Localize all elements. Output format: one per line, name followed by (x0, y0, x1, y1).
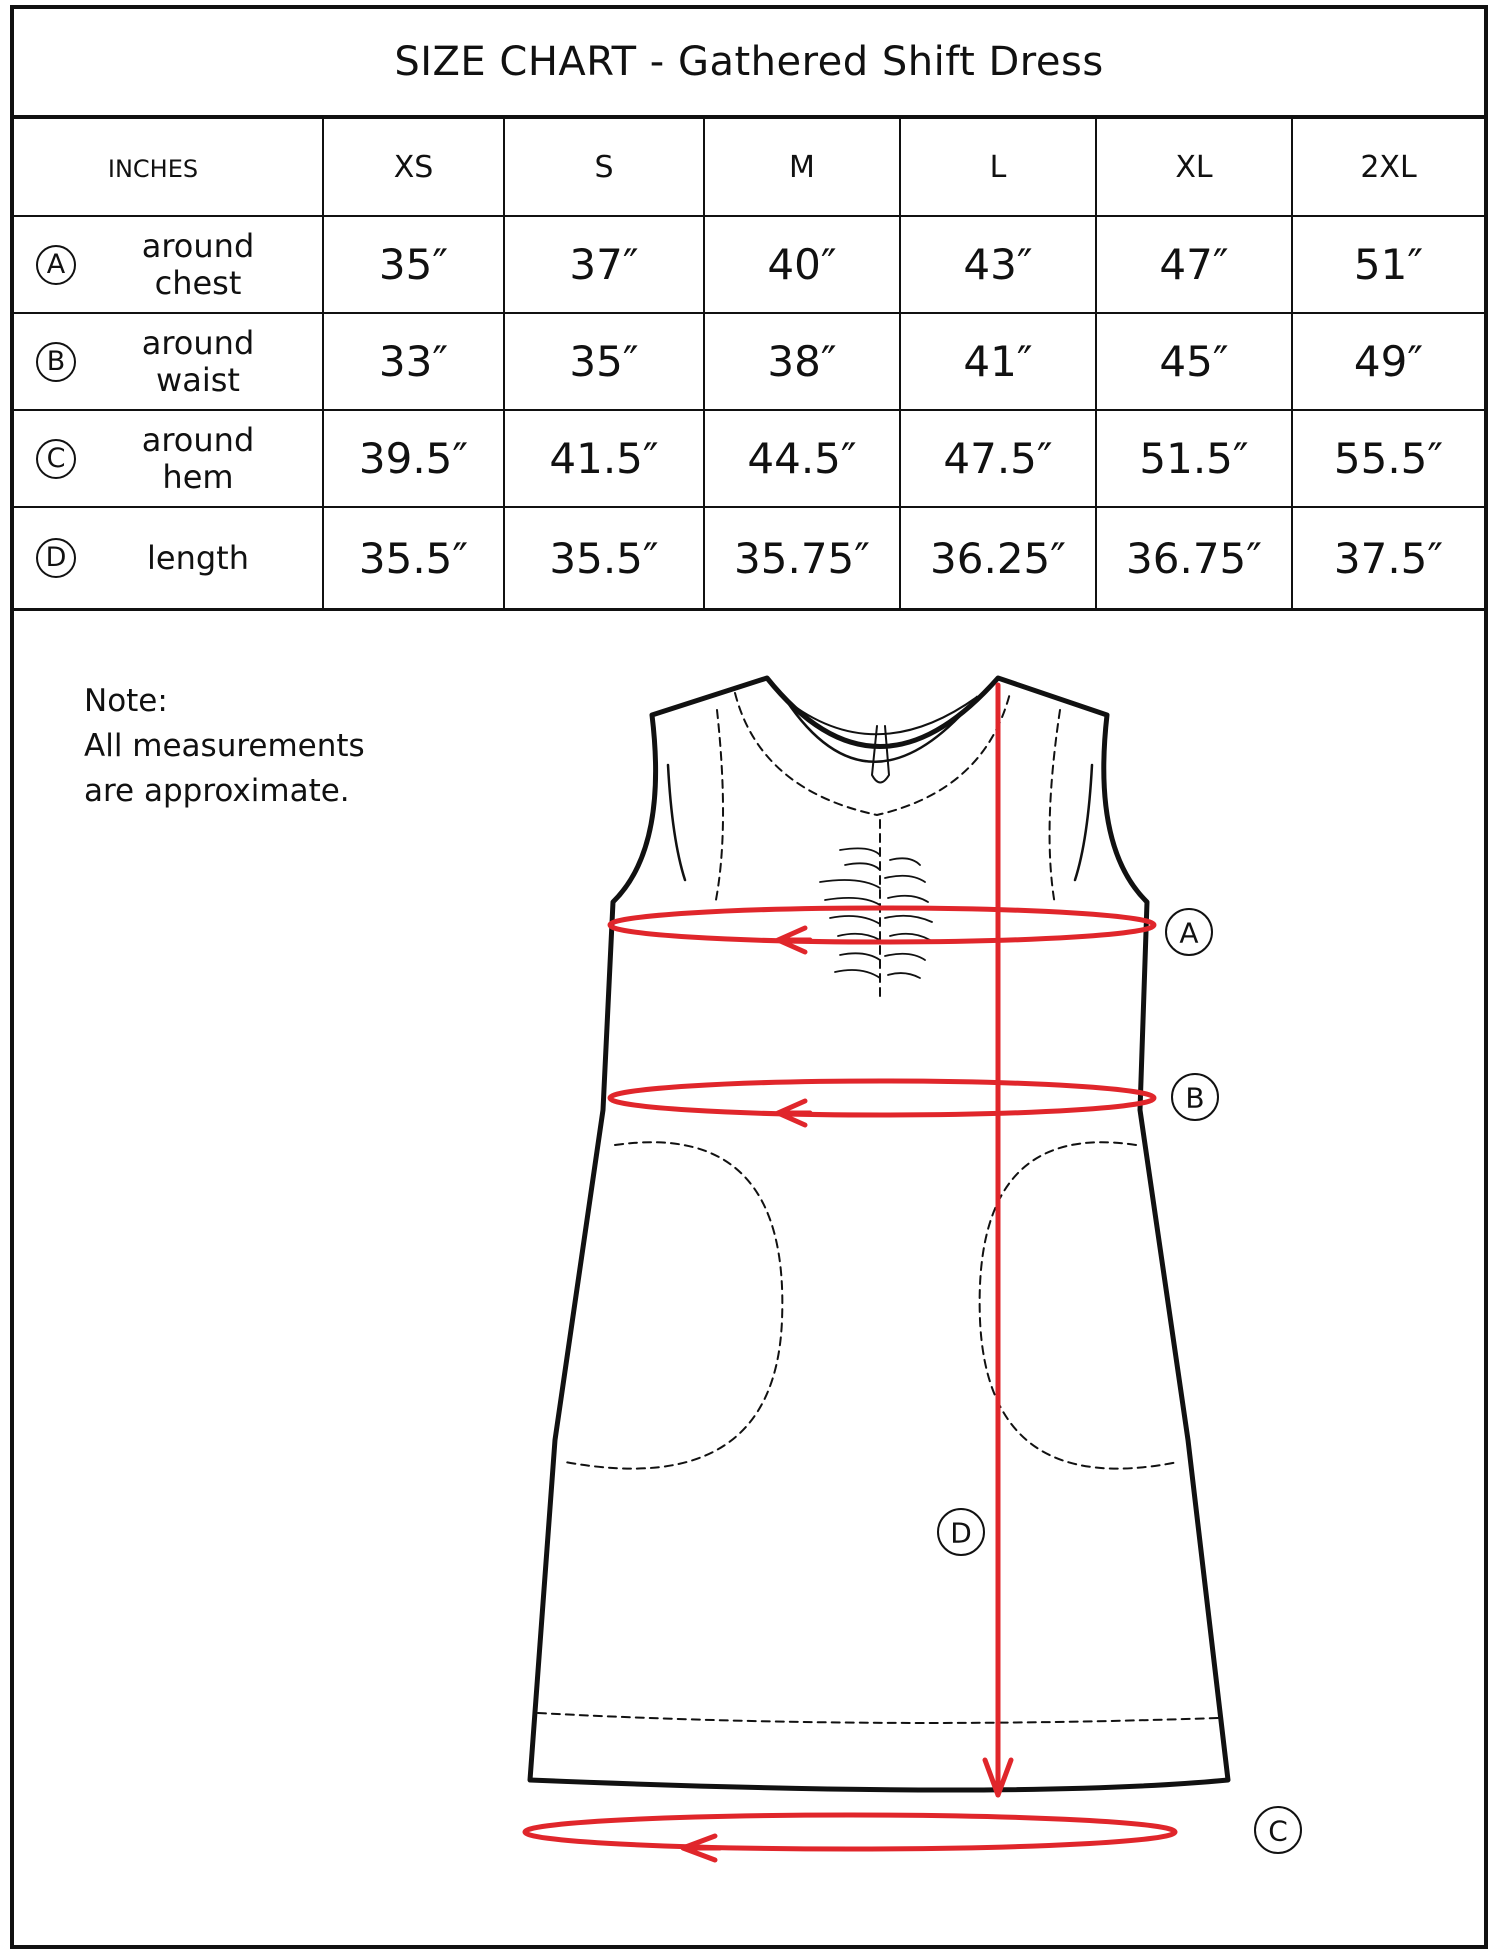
marker-c: C (36, 439, 76, 479)
table-cell: 43″ (900, 216, 1096, 313)
waist-measure-ellipse (610, 1081, 1154, 1115)
size-header: 2XL (1292, 119, 1484, 216)
table-cell: 36.25″ (900, 507, 1096, 610)
table-cell: 33″ (323, 313, 504, 410)
size-header: S (504, 119, 704, 216)
marker-a: A (36, 245, 76, 285)
table-cell: 41.5″ (504, 410, 704, 507)
table-cell: 39.5″ (323, 410, 504, 507)
table-cell: 36.75″ (1096, 507, 1292, 610)
table-cell: 51″ (1292, 216, 1484, 313)
table-cell: 35.5″ (504, 507, 704, 610)
table-cell: 35″ (323, 216, 504, 313)
table-cell: 47″ (1096, 216, 1292, 313)
marker-c-label: C (1268, 1814, 1288, 1848)
table-cell: 51.5″ (1096, 410, 1292, 507)
table-cell: 38″ (704, 313, 900, 410)
chest-arrow (778, 928, 810, 952)
marker-b-label: B (1185, 1081, 1205, 1115)
size-header: M (704, 119, 900, 216)
measurement-lines (525, 685, 1175, 1860)
table-cell: 45″ (1096, 313, 1292, 410)
marker-d-label: D (950, 1516, 972, 1550)
size-header: XS (323, 119, 504, 216)
note-text: are approximate. (84, 773, 350, 809)
hem-measure-ellipse (525, 1815, 1175, 1849)
table-cell: 47.5″ (900, 410, 1096, 507)
hem-arrow (683, 1836, 720, 1860)
table-cell: 55.5″ (1292, 410, 1484, 507)
unit-header: INCHES (14, 119, 323, 216)
table-cell: 44.5″ (704, 410, 900, 507)
table-cell: 49″ (1292, 313, 1484, 410)
note-text: All measurements (84, 728, 365, 764)
page-title: SIZE CHART - Gathered Shift Dress (14, 9, 1484, 119)
diagram-markers (938, 909, 1301, 1853)
dress-outline (530, 678, 1228, 1790)
chest-measure-ellipse (610, 908, 1154, 942)
table-cell: 37.5″ (1292, 507, 1484, 610)
measurement-label: D length (14, 507, 323, 610)
size-header: L (900, 119, 1096, 216)
table-cell: 37″ (504, 216, 704, 313)
waist-arrow (778, 1101, 810, 1125)
size-header: XL (1096, 119, 1292, 216)
table-cell: 35″ (504, 313, 704, 410)
table-cell: 41″ (900, 313, 1096, 410)
table-cell: 40″ (704, 216, 900, 313)
table-cell: 35.5″ (323, 507, 504, 610)
note-heading: Note: (84, 683, 168, 719)
marker-a-label: A (1179, 916, 1199, 950)
measurement-label: C around hem (14, 410, 323, 507)
measurement-label: A around chest (14, 216, 323, 313)
measurement-label: B around waist (14, 313, 323, 410)
marker-b: B (36, 342, 76, 382)
table-cell: 35.75″ (704, 507, 900, 610)
marker-d: D (36, 538, 76, 578)
